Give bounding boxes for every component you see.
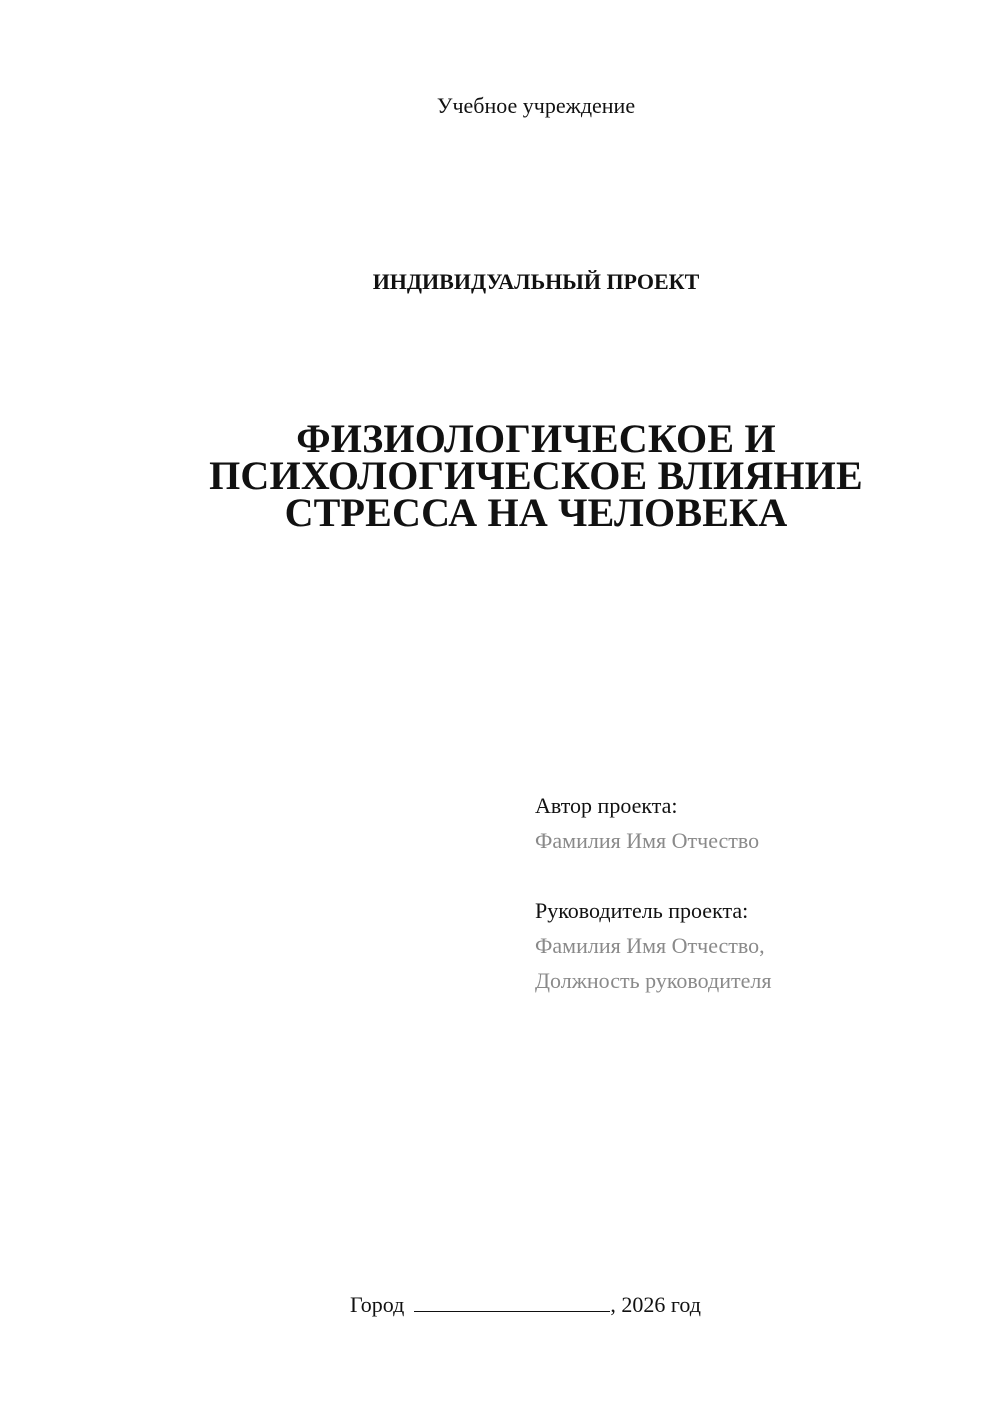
- project-title: [150, 416, 922, 535]
- project-people-block: [535, 788, 935, 998]
- supervisor-label: Руководитель проекта:: [535, 898, 749, 923]
- project-title-line: ФИЗИОЛОГИЧЕСКОЕ И: [296, 416, 776, 461]
- spacer: [535, 858, 935, 893]
- supervisor-position-placeholder: Должность руководителя: [535, 968, 772, 993]
- city-label: Город: [350, 1292, 405, 1317]
- city-year-line: [350, 1290, 701, 1320]
- year-text: , 2026 год: [610, 1292, 701, 1317]
- city-blank-line: [414, 1291, 610, 1312]
- project-type-heading: ИНДИВИДУАЛЬНЫЙ ПРОЕКТ: [372, 269, 700, 294]
- author-name-placeholder: Фамилия Имя Отчество: [535, 828, 760, 853]
- project-title-line: СТРЕССА НА ЧЕЛОВЕКА: [284, 490, 788, 535]
- author-label: Автор проекта:: [535, 793, 678, 818]
- supervisor-name-placeholder: Фамилия Имя Отчество,: [535, 933, 765, 958]
- institution-name: Учебное учреждение: [436, 93, 636, 118]
- project-title-line: ПСИХОЛОГИЧЕСКОЕ ВЛИЯНИЕ: [209, 453, 863, 498]
